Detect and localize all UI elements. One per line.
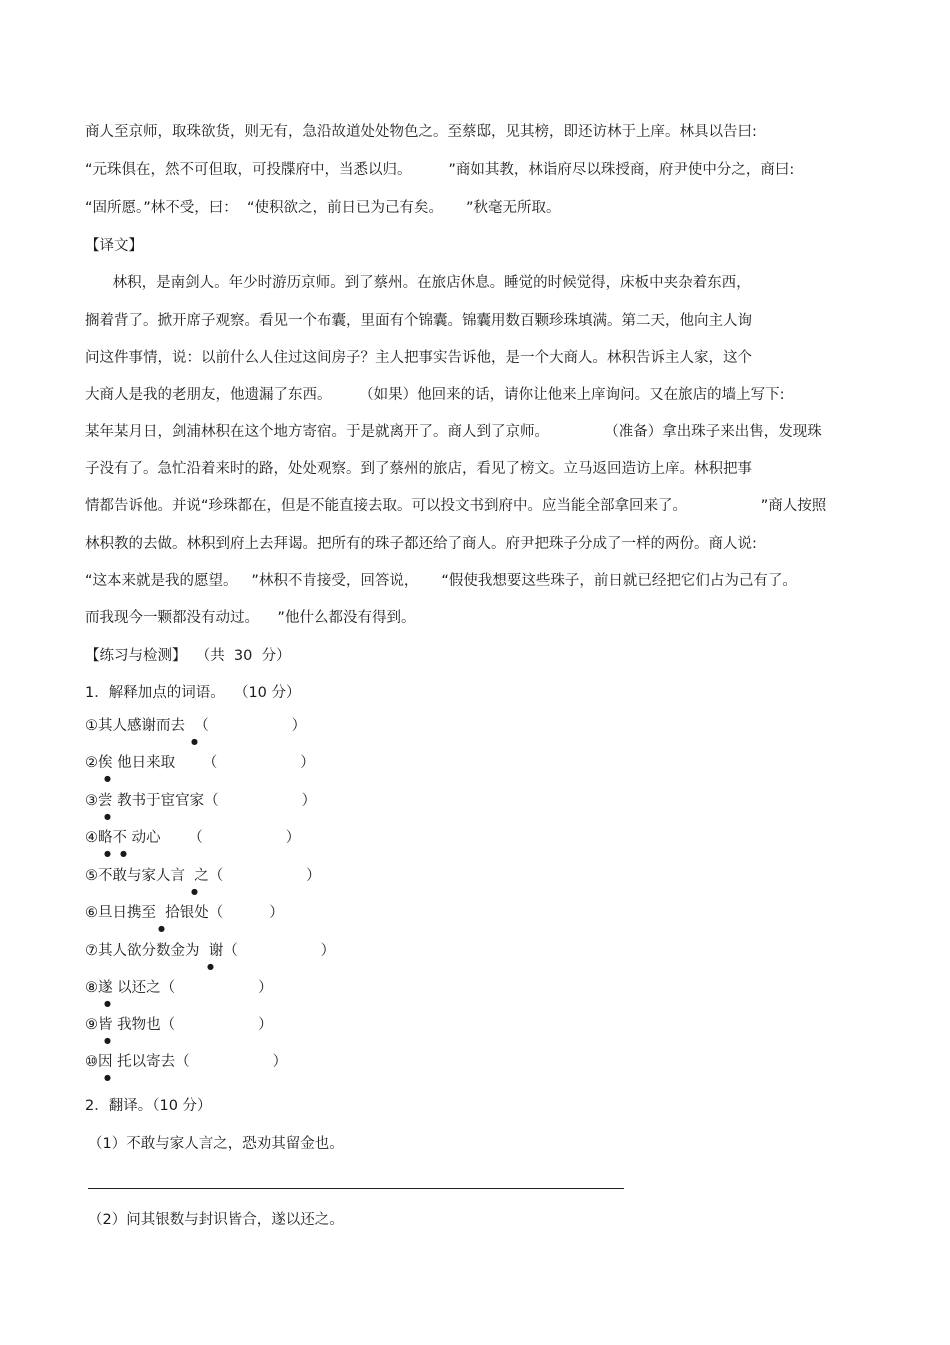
emphasis-dot: ● (120, 849, 127, 858)
exercise-heading: 【练习与检测】 （共 30 分） (85, 648, 291, 664)
translate-item: （1）不敢与家人言之，恐劝其留金也。 (88, 1136, 344, 1152)
vocab-item: ②俟 他日来取 （ ） (85, 755, 315, 771)
translation-line: 某年某月日，剑浦林积在这个地方寄宿。于是就离开了。商人到了京师。 （准备）拿出珠子来出售，发现珠 (85, 424, 822, 440)
emphasis-dot: ● (104, 999, 111, 1008)
translation-line: 林积教的去做。林积到府上去拜谒。把所有的珠子都还给了商人。府尹把珠子分成了一样的两份。商人说: (85, 536, 757, 552)
original-text-line: “固所愿。”林不受，曰： “使积欲之，前日已为己有矣。 ”秋毫无所取。 (85, 200, 561, 216)
vocab-item: ⑦其人欲分数金为 谢（ ） (85, 943, 336, 959)
emphasis-dot: ● (158, 924, 165, 933)
original-text-line: “元珠俱在，然不可但取，可投牒府中，当悉以归。 ”商如其教，林诣府尽以珠授商，府尹使中分之，商曰: (85, 162, 795, 178)
translation-line: “这本来就是我的愿望。 ”林积不肯接受，回答说， “假使我想要这些珠子，前日就已经把它们占为己有了。 (85, 573, 797, 589)
emphasis-dot: ● (191, 737, 198, 746)
emphasis-dot: ● (104, 774, 111, 783)
translation-line: 搁着背了。掀开席子观察。看见一个布囊，里面有个锦囊。锦囊用数百颗珍珠填满。第二天，他向主人询 (85, 313, 752, 329)
translation-line: 情都告诉他。并说“珍珠都在，但是不能直接去取。可以投文书到府中。应当能全部拿回来了。 ”商人按照 (85, 498, 827, 514)
emphasis-dot: ● (104, 1073, 111, 1082)
emphasis-dot: ● (104, 849, 111, 858)
translation-line: 问这件事情，说：以前什么人住过这间房子？主人把事实告诉他，是一个大商人。林积告诉主人家，这个 (85, 350, 752, 366)
question-1-title: 1．解释加点的词语。 （10 分） (85, 685, 301, 701)
original-text-line: 商人至京师，取珠欲货，则无有，急沿故道处处物色之。至蔡邸，见其榜，即还访林于上庠。林具以告曰: (85, 124, 757, 140)
translation-line: 而我现今一颗都没有动过。 ”他什么都没有得到。 (85, 610, 416, 626)
vocab-item: ③尝 教书于宦官家（ ） (85, 793, 317, 809)
emphasis-dot: ● (104, 1036, 111, 1045)
vocab-item: ⑥旦日携至 拾银处（ ） (85, 905, 284, 921)
vocab-item: ⑩因 托以寄去（ ） (85, 1054, 288, 1070)
emphasis-dot: ● (104, 812, 111, 821)
emphasis-dot: ● (207, 962, 214, 971)
translation-line: 子没有了。急忙沿着来时的路，处处观察。到了蔡州的旅店，看见了榜文。立马返回造访上庠。林积把事 (85, 461, 752, 477)
vocab-item: ⑨皆 我物也（ ） (85, 1017, 273, 1033)
vocab-item: ⑧遂 以还之（ ） (85, 980, 273, 996)
vocab-item: ①其人感谢而去 （ ） (85, 718, 307, 734)
answer-line[interactable] (88, 1188, 624, 1189)
question-2-title: 2．翻译。（10 分） (85, 1098, 212, 1114)
vocab-item: ⑤不敢与家人言 之（ ） (85, 868, 321, 884)
vocab-item: ④略不 动心 （ ） (85, 830, 301, 846)
translation-line: 大商人是我的老朋友，他遗漏了东西。 （如果）他回来的话，请你让他来上庠询问。又在旅店的墙上写下: (85, 387, 785, 403)
translation-heading: 【译文】 (85, 238, 143, 254)
emphasis-dot: ● (191, 887, 198, 896)
translation-line: 林积，是南剑人。年少时游历京师。到了蔡州。在旅店休息。睡觉的时候觉得，床板中夹杂着东西， (85, 275, 751, 291)
translate-item: （2）问其银数与封识皆合，遂以还之。 (88, 1212, 344, 1228)
